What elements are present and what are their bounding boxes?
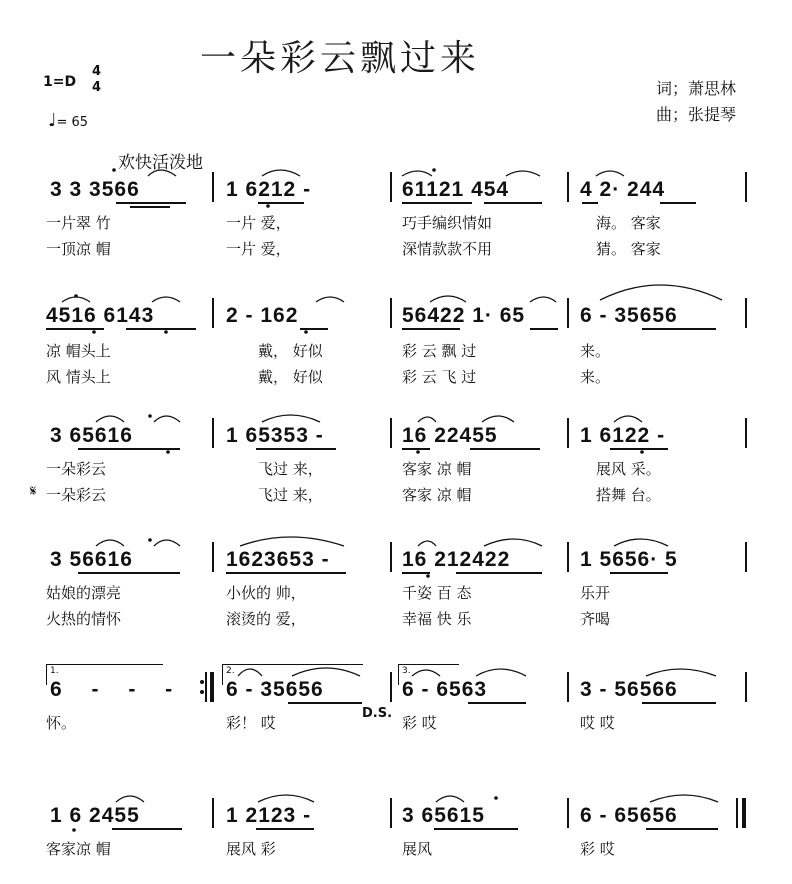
measure: 1623653 - — [226, 548, 330, 571]
lyric: 猜。 客家 — [596, 240, 661, 258]
lyric: 展风 采。 — [596, 460, 661, 478]
lyric: 哎 哎 — [580, 714, 615, 732]
slur — [530, 297, 556, 302]
lyric: 滚烫的 爱， — [226, 610, 306, 628]
slur — [152, 297, 180, 302]
measure: 1 65353 - — [226, 424, 324, 447]
key-signature: 1=D — [43, 74, 77, 90]
slur — [650, 795, 718, 802]
lyric: 怀。 — [46, 714, 77, 732]
dal-segno-marking: D.S. — [362, 706, 393, 721]
slur — [154, 540, 180, 546]
lyric: 乐开 — [580, 584, 611, 602]
measure: 2 - 162 — [226, 304, 299, 327]
lyric: 一片翠 竹 — [46, 214, 111, 232]
measure: 6 - - - — [50, 678, 185, 701]
slur — [482, 416, 514, 422]
volta-number: 1. — [50, 666, 59, 676]
lyric: 幸福 快 乐 — [402, 610, 472, 628]
lyric: 海。 客家 — [596, 214, 661, 232]
measure: 3 65615 — [402, 804, 485, 827]
octave-dot — [494, 796, 498, 800]
slur — [614, 539, 668, 546]
octave-dot — [640, 450, 644, 454]
slur — [430, 296, 466, 302]
measure: 1 2123 - — [226, 804, 312, 827]
measure: 16 22455 — [402, 424, 498, 447]
slur — [646, 669, 716, 676]
lyric: 彩 云 飘 过 — [402, 342, 477, 360]
lyric: 戴， 好似 — [258, 368, 323, 386]
octave-dot — [426, 574, 430, 578]
lyric: 彩 哎 — [580, 840, 615, 858]
lyric: 火热的情怀 — [46, 610, 122, 628]
slur — [148, 170, 176, 176]
measure: 4516 6143 — [46, 304, 155, 327]
slur — [238, 669, 262, 676]
measure: 56422 1· 65 — [402, 304, 526, 327]
slur — [484, 539, 542, 546]
slur — [418, 417, 436, 422]
octave-dot — [164, 330, 168, 334]
lyric: 展风 彩 — [226, 840, 276, 858]
slur — [476, 669, 526, 676]
octave-dot — [416, 450, 420, 454]
lyric: 凉 帽头上 — [46, 342, 111, 360]
measure: 6 - 35656 — [580, 304, 678, 327]
measure: 4 2· 244 — [580, 178, 666, 201]
octave-dot — [74, 294, 78, 298]
tempo-value: = 65 — [56, 115, 89, 130]
measure: 1 6212 - — [226, 178, 312, 201]
slur — [96, 540, 124, 546]
slur — [436, 796, 464, 802]
volta-number: 2. — [226, 666, 235, 676]
slur — [116, 796, 144, 802]
lyric: 来。 — [580, 342, 611, 360]
slur — [96, 416, 124, 422]
measure: 1 5656· 5 — [580, 548, 678, 571]
octave-dot — [148, 538, 152, 542]
slur — [258, 795, 314, 802]
slur — [262, 170, 300, 176]
lyric: 齐喝 — [580, 610, 611, 628]
lyric: 来。 — [580, 368, 611, 386]
lyric: 深情款款不用 — [402, 240, 493, 258]
octave-dot — [92, 330, 96, 334]
octave-dot — [266, 204, 270, 208]
slur — [292, 668, 360, 676]
lyric: 姑娘的漂亮 — [46, 584, 122, 602]
meter-bottom: 4 — [92, 80, 102, 95]
volta-number: 3. — [402, 666, 411, 676]
segno-icon: 𝄋 — [30, 482, 37, 500]
slur — [412, 670, 440, 676]
lyric: 搭舞 台。 — [596, 486, 661, 504]
lyric: 飞过 来， — [258, 460, 323, 478]
slur — [596, 171, 624, 176]
slur — [316, 297, 344, 302]
lyric: 戴， 好似 — [258, 342, 323, 360]
lyric: 彩 云 飞 过 — [402, 368, 477, 386]
measure: 3 65616 — [50, 424, 133, 447]
octave-dot — [304, 330, 308, 334]
slur — [262, 415, 320, 422]
lyric: 一顶凉 帽 — [46, 240, 111, 258]
lyric: 客家 凉 帽 — [402, 486, 472, 504]
measure: 6 - 65656 — [580, 804, 678, 827]
lyric: 一朵彩云 — [46, 460, 107, 478]
measure: 16 212422 — [402, 548, 511, 571]
slur — [600, 285, 722, 300]
lyric: 彩 哎 — [402, 714, 437, 732]
measure: 3 56616 — [50, 548, 133, 571]
slur — [506, 171, 540, 176]
lyric: 飞过 来， — [258, 486, 323, 504]
lyric: 客家凉 帽 — [46, 840, 111, 858]
lyric: 一片 爱， — [226, 214, 291, 232]
octave-dot — [148, 414, 152, 418]
expression-marking: 欢快活泼地 — [118, 153, 203, 173]
measure: 1 6 2455 — [50, 804, 140, 827]
lyric: 彩！ 哎 — [226, 714, 276, 732]
measure: 61121 454 — [402, 178, 510, 201]
lyric: 风 情头上 — [46, 368, 111, 386]
lyric: 展风 — [402, 840, 433, 858]
measure: 3 3 3566 — [50, 178, 140, 201]
octave-dot — [72, 828, 76, 832]
slur — [614, 416, 642, 422]
lyric: 一朵彩云 — [46, 486, 107, 504]
octave-dot — [432, 168, 436, 172]
measure: 6 - 35656 — [226, 678, 324, 701]
octave-dot — [112, 168, 116, 172]
slur — [240, 537, 344, 546]
lyric: 小伙的 帅， — [226, 584, 306, 602]
lyric: 千姿 百 态 — [402, 584, 472, 602]
slur — [418, 541, 436, 546]
lyric: 客家 凉 帽 — [402, 460, 472, 478]
slur — [154, 416, 180, 422]
lyricist: 词；萧思林 — [656, 79, 737, 98]
measure: 3 - 56566 — [580, 678, 678, 701]
measure: 6 - 6563 — [402, 678, 488, 701]
quarter-note-icon: ♩ — [48, 110, 57, 131]
meter-top: 4 — [92, 64, 102, 79]
measure: 1 6122 - — [580, 424, 666, 447]
slur — [402, 171, 432, 176]
song-title: 一朵彩云飘过来 — [200, 38, 481, 79]
octave-dot — [166, 450, 170, 454]
lyric: 一片 爱， — [226, 240, 291, 258]
lyric: 巧手编织情如 — [402, 214, 493, 232]
composer: 曲；张提琴 — [656, 105, 737, 124]
